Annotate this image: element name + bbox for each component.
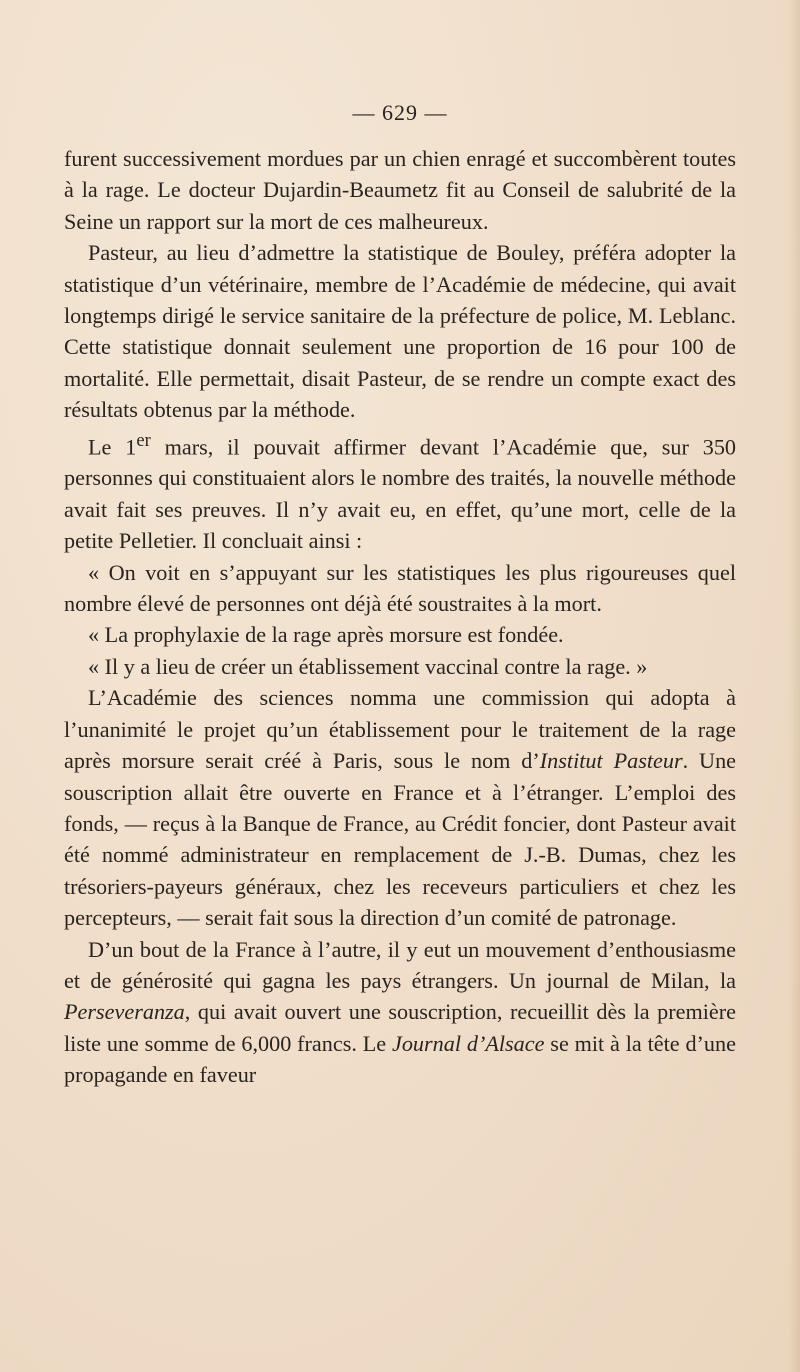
quote-paragraph-2: « La prophylaxie de la rage après morsure est fondée. — [88, 622, 564, 648]
paragraph-7-start: L’Académie des sciences nomma une commission qui adopta à l’unanimité le projet qu’un établissement pour le traitement de la rage après morsure serait créé à Paris, sous le nom d’ — [64, 685, 736, 774]
journal-alsace-italic: Journal d’Alsace — [391, 1030, 545, 1056]
paragraph-8-start: D’un bout de la France à l’autre, il y eut un mouvement d’enthousiasme et de générosité qui gagna les pays étrangers. Un journal de Milan, la — [64, 936, 736, 993]
institut-pasteur-italic: Institut Pasteur — [539, 748, 683, 774]
page-edge-shadow — [788, 0, 800, 1372]
body-text — [64, 143, 736, 1091]
ordinal-superscript: er — [136, 430, 151, 451]
paragraph-7-rest: . Une souscription allait être ouverte en France et à l’étranger. L’emploi des fonds, — reçus à la Banque de France, au Crédit foncier, dont Pasteur avait été nommé administrateur en remplacement de J.-B. Dumas, chez les trésoriers-payeurs généraux, chez les receveurs particuliers et chez les percepteurs, — serait fait sous la direction d’un comité de patronage. — [64, 748, 737, 931]
quote-paragraph-3: « Il y a lieu de créer un établissement vaccinal contre la rage. » — [88, 653, 648, 679]
paragraph-8-middle: , qui avait ouvert une souscription, recueillit dès la première liste une somme de 6,000 francs. Le — [64, 999, 736, 1056]
paragraph-1: furent successivement mordues par un chien enragé et succombèrent toutes à la rage. Le docteur Dujardin-Beaumetz fit au Conseil de salubrité de la Seine un rapport sur la mort de ces malheureux. — [64, 146, 736, 234]
paragraph-8 — [64, 934, 736, 1091]
paragraph-3 — [64, 426, 736, 557]
paragraph-2: Pasteur, au lieu d’admettre la statistique de Bouley, préféra adopter la statistique d’un vétérinaire, membre de l’Académie de médecine, qui avait longtemps dirigé le service sanitaire de la préfecture de police, M. Leblanc. Cette statistique donnait seulement une proportion de 16 pour 100 de mortalité. Elle permettait, disait Pasteur, de se rendre un compte exact des résultats obtenus par la méthode. — [64, 240, 736, 423]
page-number: — 629 — — [352, 100, 448, 125]
quote-paragraph-1: « On voit en s’appuyant sur les statistiques les plus rigoureuses quel nombre élevé de personnes ont déjà été soustraites à la mort. — [64, 559, 736, 617]
perseveranza-italic: Perseveranza — [64, 999, 185, 1025]
paragraph-3-rest: mars, il pouvait affirmer devant l’Académie que, sur 350 personnes qui constituaient alors le nombre des traités, la nouvelle méthode avait fait ses preuves. Il n’y avait eu, en effet, qu’une mort, celle de la petite Pelletier. Il concluait ainsi : — [64, 434, 737, 554]
paragraph-3-start: Le 1 — [88, 434, 137, 460]
paragraph-7 — [64, 682, 736, 933]
paragraph-8-end: se mit à la tête d’une propagande en faveur — [64, 1030, 736, 1088]
